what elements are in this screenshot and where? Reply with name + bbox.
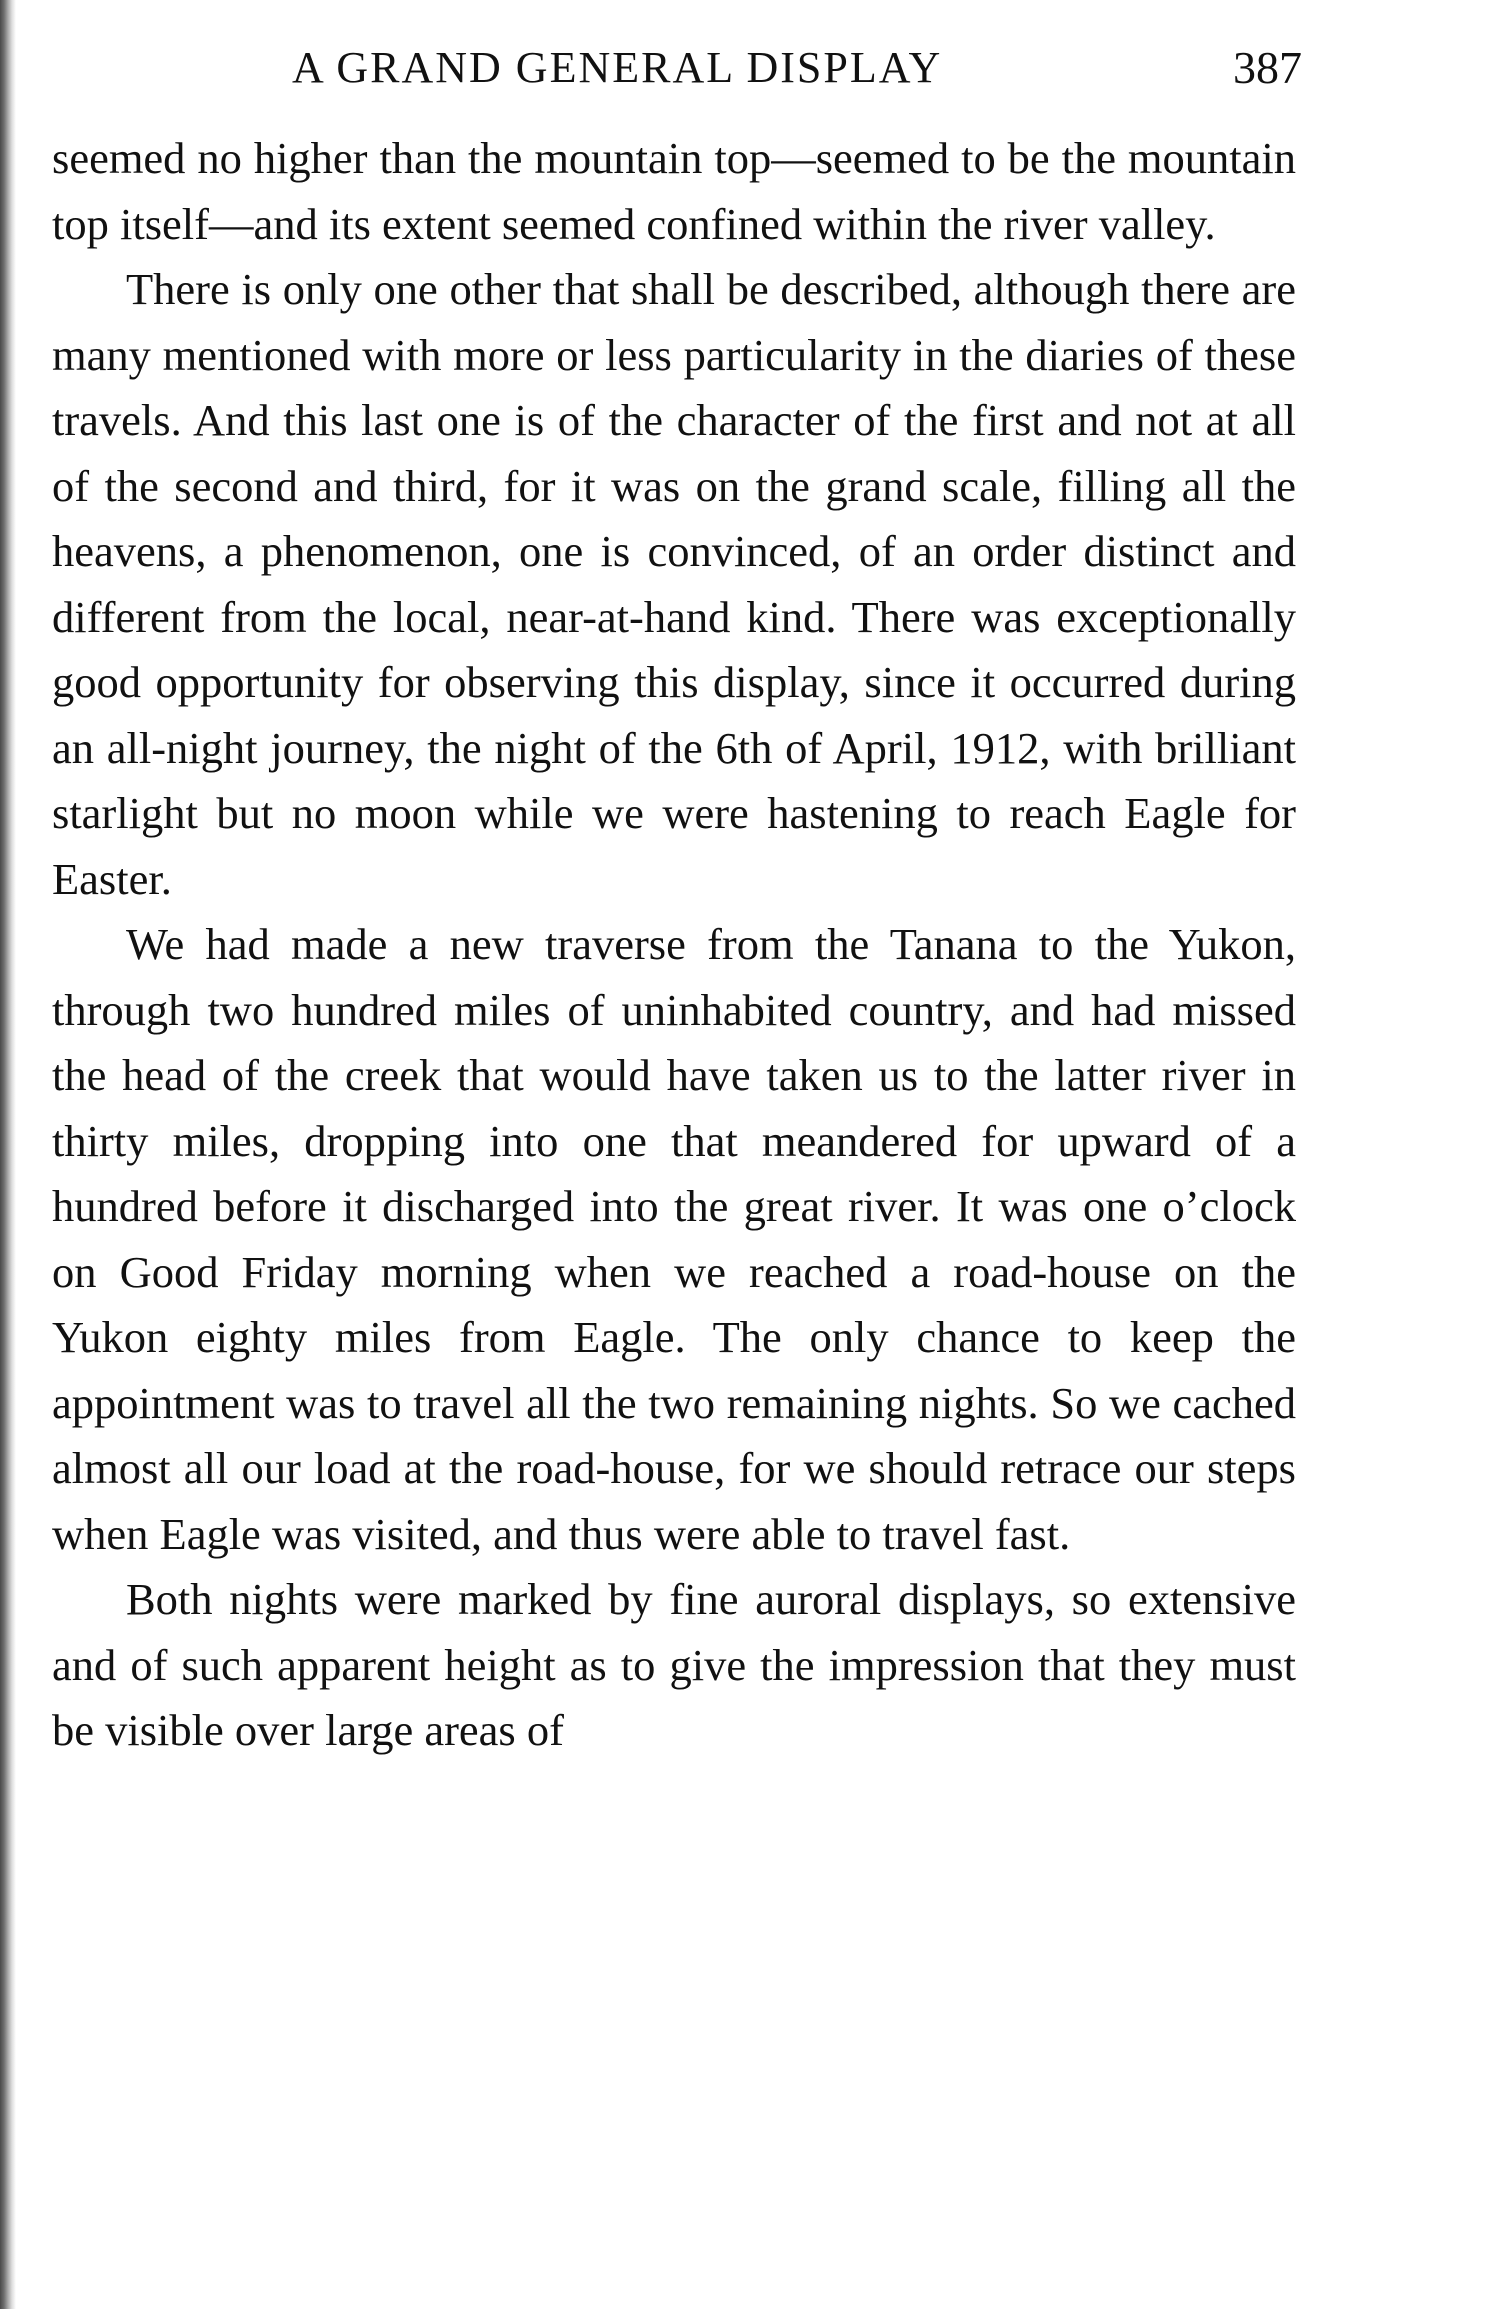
running-title: A GRAND GENERAL DISPLAY [292,43,943,92]
paragraph: We had made a new traverse from the Tanana to the Yukon, through two hundred miles of uninhabited country, and had missed the head of the creek that would have taken us to the latter river in thirty miles, dropping into one that meandered for upward of a hundred before it discharged into the great river. It was one o’clock on Good Friday morning when we reached a road-house on the Yukon eighty miles from Eagle. The only chance to keep the appointment was to travel all the two remaining nights. So we cached almost all our load at the road-house, for we should retrace our steps when Eagle was visited, and thus were able to travel fast. [52,919,1296,1559]
paragraph: Both nights were marked by fine auroral displays, so extensive and of such apparent height as to give the impression that they must be visible over large areas of [52,1574,1296,1755]
binding-edge [0,0,16,2309]
paragraph: There is only one other that shall be described, although there are many mentioned with more or less particularity in the diaries of these travels. And this last one is of the character of the first and not at all of the second and third, for it was on the grand scale, filling all the heavens, a phenomenon, one is convinced, of an order distinct and different from the local, near-at-hand kind. There was exceptionally good opportunity for observing this display, since it occurred during an all-night journey, the night of the 6th of April, 1912, with brilliant starlight but no moon while we were hastening to reach Eagle for Easter. [52,264,1296,904]
page-number: 387 [1233,42,1302,93]
body-text [52,126,1296,1764]
running-head [52,38,1302,98]
paragraph-continued: seemed no higher than the mountain top—seemed to be the mountain top itself—and its extent seemed confined within the river valley. [52,133,1296,249]
